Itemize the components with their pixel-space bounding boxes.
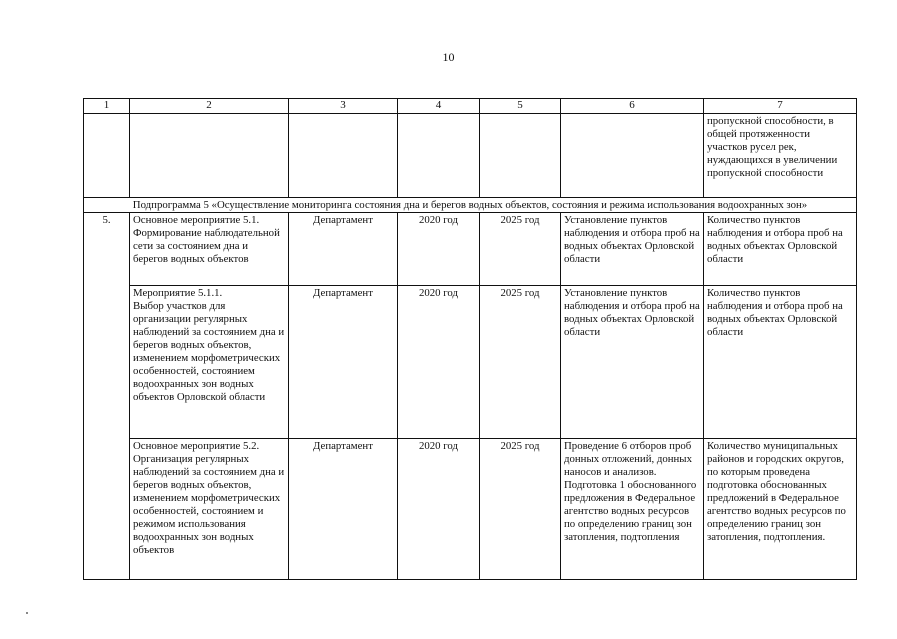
measure-name-cell: Мероприятие 5.1.1. Выбор участков для организации регулярных наблюдений за состоянием дна и берегов водных объектов, изменением морфометрических особенностей, состоянием водоохранных зон водных объектов Орловской области — [130, 286, 289, 439]
table-row — [84, 213, 857, 286]
continuation-row — [84, 114, 857, 198]
subprogram-title: Подпрограмма 5 «Осуществление мониторинга состояния дна и берегов водных объектов, состояния и режима использования водоохранных зон» — [84, 198, 857, 213]
column-header: 2 — [130, 99, 289, 114]
result-cell: Установление пунктов наблюдения и отбора проб на водных объектах Орловской области — [561, 213, 704, 286]
end-year-cell: 2025 год — [480, 213, 561, 286]
table-row — [84, 439, 857, 580]
column-header: 6 — [561, 99, 704, 114]
measures-table — [83, 98, 857, 580]
indicator-cell: Количество муниципальных районов и городских округов, по которым проведена подготовка обоснованных предложений в Федеральное агентство водных ресурсов по определению границ зон затопления, подтопления. — [704, 439, 857, 580]
start-year-cell: 2020 год — [398, 286, 480, 439]
indicator-cell: Количество пунктов наблюдения и отбора проб на водных объектах Орловской области — [704, 286, 857, 439]
start-year-cell: 2020 год — [398, 439, 480, 580]
executor-cell: Департамент — [289, 213, 398, 286]
column-header: 1 — [84, 99, 130, 114]
empty-cell — [561, 114, 704, 198]
executor-cell: Департамент — [289, 439, 398, 580]
column-header: 7 — [704, 99, 857, 114]
scan-speck — [26, 612, 28, 614]
measure-name-cell: Основное мероприятие 5.2. Организация регулярных наблюдений за состоянием дна и берегов водных объектов, изменением морфометрических особенностей, состоянием и режимом использования водоохранных зон водных объектов — [130, 439, 289, 580]
result-cell: Установление пунктов наблюдения и отбора проб на водных объектах Орловской области — [561, 286, 704, 439]
empty-cell — [289, 114, 398, 198]
column-number-row — [84, 99, 857, 114]
column-header: 3 — [289, 99, 398, 114]
end-year-cell: 2025 год — [480, 439, 561, 580]
row-group-number: 5. — [84, 213, 130, 580]
indicator-cell: Количество пунктов наблюдения и отбора проб на водных объектах Орловской области — [704, 213, 857, 286]
end-year-cell: 2025 год — [480, 286, 561, 439]
measure-name-cell: Основное мероприятие 5.1. Формирование наблюдательной сети за состоянием дна и берегов водных объектов — [130, 213, 289, 286]
empty-cell — [398, 114, 480, 198]
column-header: 5 — [480, 99, 561, 114]
subprogram-row — [84, 198, 857, 213]
result-cell: Проведение 6 отборов проб донных отложений, донных наносов и анализов. Подготовка 1 обоснованного предложения в Федеральное агентство водных ресурсов по определению границ зон затопления, подтопления — [561, 439, 704, 580]
empty-cell — [480, 114, 561, 198]
empty-cell — [84, 114, 130, 198]
start-year-cell: 2020 год — [398, 213, 480, 286]
empty-cell — [130, 114, 289, 198]
executor-cell: Департамент — [289, 286, 398, 439]
table-row — [84, 286, 857, 439]
indicator-cell: пропускной способности, в общей протяженности участков русел рек, нуждающихся в увеличении пропускной способности — [704, 114, 857, 198]
column-header: 4 — [398, 99, 480, 114]
page-number: 10 — [442, 50, 455, 64]
